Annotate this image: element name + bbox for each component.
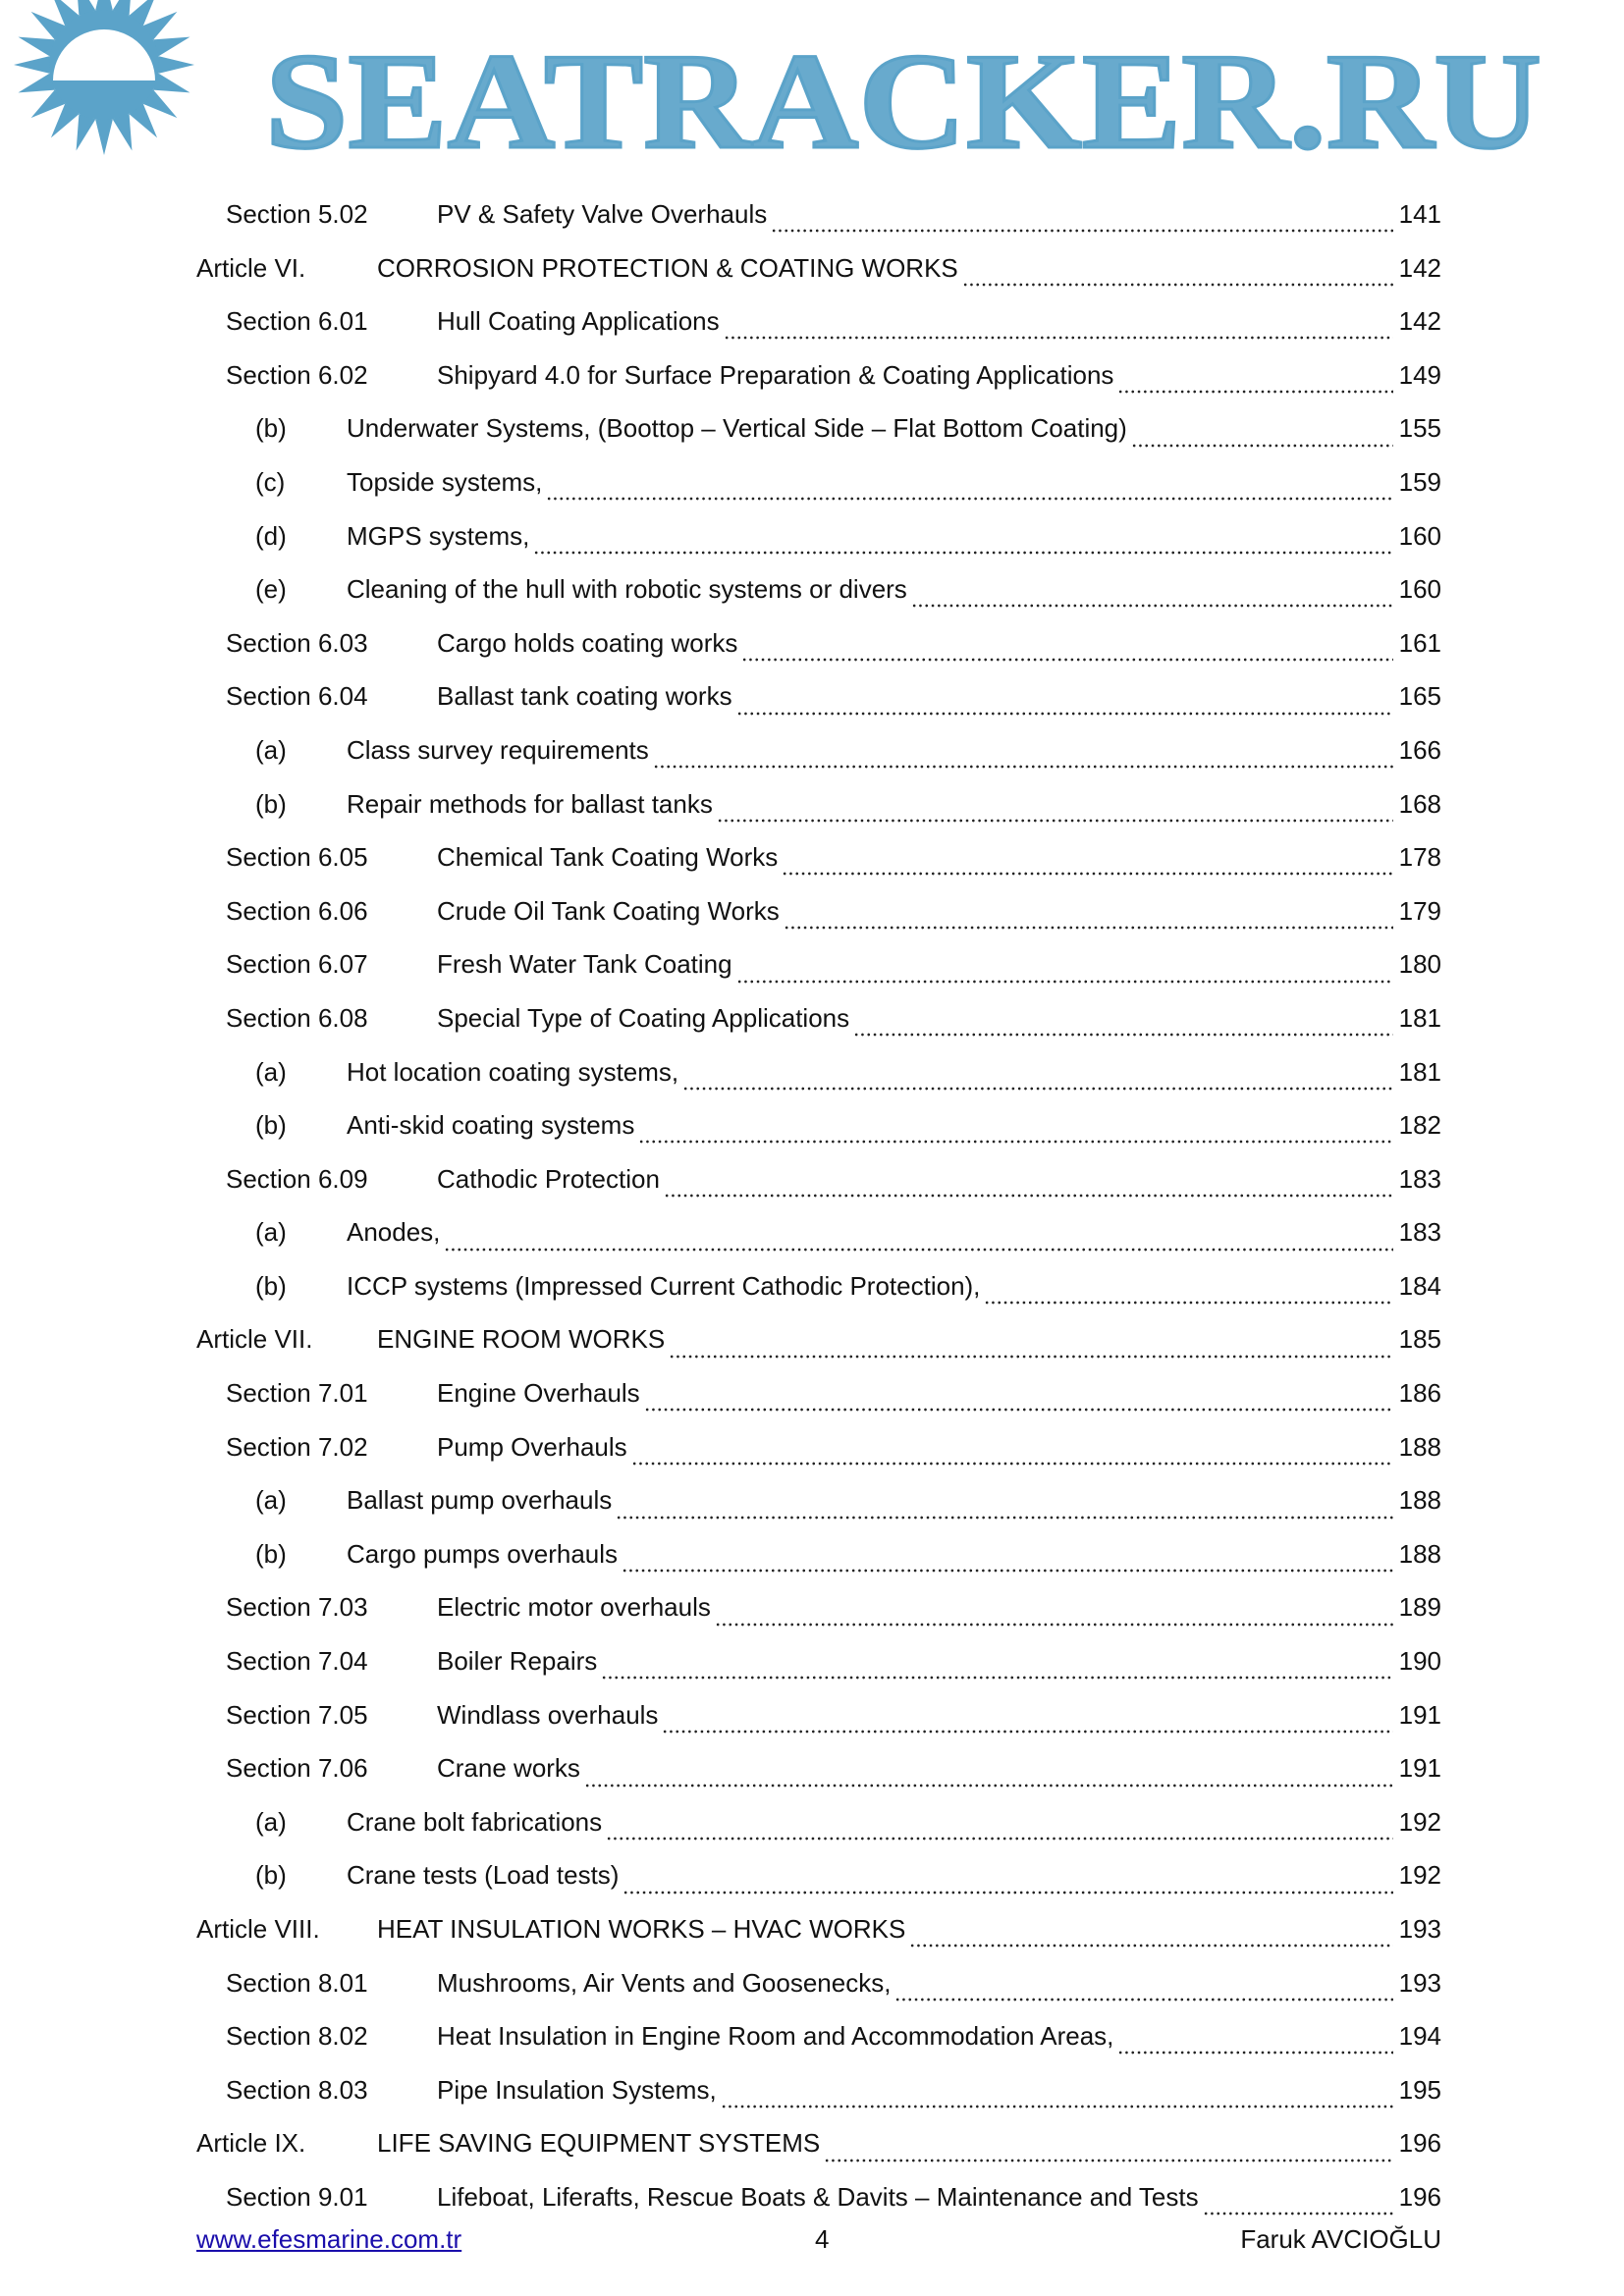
- toc-entry-label: Section 6.08: [226, 1002, 368, 1033]
- toc-entry-label: (e): [255, 574, 287, 605]
- toc-entry-title[interactable]: Special Type of Coating Applications: [437, 1002, 850, 1033]
- toc-entry-title[interactable]: Anti-skid coating systems: [347, 1110, 635, 1141]
- toc-entry-page: 192: [1398, 1806, 1441, 1837]
- toc-entry-title[interactable]: Topside systems,: [347, 466, 543, 497]
- toc-entry-title[interactable]: HEAT INSULATION WORKS – HVAC WORKS: [377, 1914, 906, 1944]
- toc-entry-line: [347, 1527, 1441, 1581]
- dot-leader: [782, 851, 1392, 877]
- dot-leader: [682, 1066, 1392, 1092]
- toc-entry[interactable]: [0, 669, 1624, 723]
- toc-entry-title[interactable]: Cargo pumps overhauls: [347, 1538, 619, 1569]
- dot-leader: [662, 1709, 1392, 1735]
- toc-entry-page: 191: [1398, 1699, 1441, 1730]
- toc-entry-label: (a): [255, 734, 287, 765]
- dot-leader: [1117, 2030, 1392, 2056]
- toc-entry-label: Section 7.01: [226, 1378, 368, 1409]
- toc-entry-page: 190: [1398, 1646, 1441, 1677]
- toc-entry-label: (b): [255, 413, 287, 444]
- toc-entry-page: 179: [1398, 895, 1441, 926]
- dot-leader: [736, 959, 1393, 985]
- toc-entry-label: Section 6.06: [226, 895, 368, 926]
- toc-entry-line: [347, 1045, 1441, 1099]
- toc-entry-line: [347, 723, 1441, 777]
- toc-entry-label: (d): [255, 520, 287, 551]
- toc-entry-label: Section 7.05: [226, 1699, 368, 1730]
- toc-entry-page: 141: [1398, 199, 1441, 229]
- dot-leader: [721, 2084, 1393, 2109]
- toc-entry-line: [437, 187, 1441, 241]
- toc-entry-title[interactable]: Shipyard 4.0 for Surface Preparation & Coating Applications: [437, 359, 1114, 390]
- author-name: Faruk AVCIOĞLU: [1240, 2224, 1441, 2254]
- dot-leader: [1117, 369, 1392, 395]
- website-link[interactable]: www.efesmarine.com.tr: [196, 2224, 462, 2254]
- toc-entry-line: [437, 1956, 1441, 2010]
- toc-entry-page: 181: [1398, 1002, 1441, 1033]
- toc-entry-label: Section 7.03: [226, 1592, 368, 1623]
- toc-entry-label: Section 8.02: [226, 2021, 368, 2052]
- toc-entry-page: 186: [1398, 1378, 1441, 1409]
- toc-entry-line: [347, 1473, 1441, 1527]
- toc-entry-line: [437, 294, 1441, 348]
- toc-entry-page: 193: [1398, 1967, 1441, 1998]
- dot-leader: [623, 1870, 1392, 1896]
- dot-leader: [962, 262, 1393, 288]
- dot-leader: [771, 208, 1392, 234]
- toc-entry[interactable]: [0, 2063, 1624, 2117]
- table-of-contents: [0, 187, 1624, 2224]
- toc-entry-title[interactable]: Cathodic Protection: [437, 1163, 660, 1194]
- toc-entry-page: 188: [1398, 1485, 1441, 1516]
- toc-entry-line: [437, 1741, 1441, 1795]
- toc-entry-page: 160: [1398, 574, 1441, 605]
- toc-entry-page: 168: [1398, 788, 1441, 819]
- toc-entry-title[interactable]: Lifeboat, Liferafts, Rescue Boats & Davits – Maintenance and Tests: [437, 2181, 1199, 2212]
- toc-entry-label: Section 6.01: [226, 306, 368, 337]
- toc-entry[interactable]: [0, 1152, 1624, 1206]
- toc-entry-page: 181: [1398, 1056, 1441, 1087]
- toc-entry-label: Article VII.: [196, 1324, 313, 1355]
- toc-entry-title[interactable]: PV & Safety Valve Overhauls: [437, 199, 768, 229]
- toc-entry-line: [347, 1259, 1441, 1313]
- dot-leader: [984, 1280, 1392, 1306]
- toc-entry-title[interactable]: Ballast tank coating works: [437, 681, 732, 712]
- toc-entry-label: Section 7.06: [226, 1753, 368, 1784]
- toc-entry-title[interactable]: Cleaning of the hull with robotic systems or divers: [347, 574, 907, 605]
- dot-leader: [546, 476, 1392, 502]
- toc-entry-line: [437, 1420, 1441, 1474]
- toc-entry-line: [437, 2063, 1441, 2117]
- toc-entry-label: Section 7.02: [226, 1431, 368, 1462]
- toc-entry-label: (b): [255, 1270, 287, 1301]
- toc-entry-line: [437, 1580, 1441, 1634]
- toc-entry-label: Section 9.01: [226, 2181, 368, 2212]
- toc-entry-page: 182: [1398, 1110, 1441, 1141]
- toc-entry[interactable]: [0, 777, 1624, 831]
- toc-entry[interactable]: [0, 2170, 1624, 2224]
- dot-leader: [584, 1763, 1393, 1789]
- toc-entry-line: [437, 937, 1441, 991]
- toc-entry-title[interactable]: Windlass overhauls: [437, 1699, 659, 1730]
- toc-entry-label: Section 6.02: [226, 359, 368, 390]
- dot-leader: [911, 583, 1393, 609]
- toc-entry-line: [437, 348, 1441, 402]
- watermark: [0, 0, 1624, 177]
- toc-entry[interactable]: [0, 1956, 1624, 2010]
- toc-entry-page: 160: [1398, 520, 1441, 551]
- toc-entry-line: [437, 1688, 1441, 1742]
- toc-entry-line: [347, 1098, 1441, 1152]
- toc-entry[interactable]: [0, 1420, 1624, 1474]
- toc-entry-page: 184: [1398, 1270, 1441, 1301]
- toc-entry-page: 166: [1398, 734, 1441, 765]
- toc-entry-title[interactable]: Class survey requirements: [347, 734, 649, 765]
- toc-entry-title[interactable]: Engine Overhauls: [437, 1378, 640, 1409]
- dot-leader: [1131, 423, 1393, 449]
- toc-entry-line: [437, 669, 1441, 723]
- toc-entry-label: (b): [255, 788, 287, 819]
- toc-entry-page: 142: [1398, 306, 1441, 337]
- toc-entry-line: [437, 991, 1441, 1045]
- toc-entry[interactable]: [0, 1527, 1624, 1581]
- toc-entry-label: Section 6.03: [226, 627, 368, 658]
- dot-leader: [853, 1012, 1392, 1038]
- toc-entry[interactable]: [0, 1741, 1624, 1795]
- toc-entry-label: (b): [255, 1538, 287, 1569]
- toc-entry[interactable]: [0, 187, 1624, 241]
- toc-entry[interactable]: [0, 1473, 1624, 1527]
- dot-leader: [724, 315, 1393, 341]
- toc-entry[interactable]: [0, 2116, 1624, 2170]
- toc-entry-page: 161: [1398, 627, 1441, 658]
- toc-entry[interactable]: [0, 830, 1624, 884]
- toc-entry[interactable]: [0, 1045, 1624, 1099]
- toc-entry-title[interactable]: CORROSION PROTECTION & COATING WORKS: [377, 252, 958, 283]
- dot-leader: [622, 1548, 1393, 1574]
- toc-entry-label: Section 8.01: [226, 1967, 368, 1998]
- toc-entry-label: Article IX.: [196, 2128, 306, 2159]
- toc-entry-line: [347, 509, 1441, 563]
- toc-entry-page: 192: [1398, 1860, 1441, 1891]
- toc-entry-line: [377, 2116, 1441, 2170]
- toc-entry-title[interactable]: Repair methods for ballast tanks: [347, 788, 713, 819]
- dot-leader: [533, 530, 1392, 556]
- toc-entry-title[interactable]: Pump Overhauls: [437, 1431, 627, 1462]
- toc-entry-label: Section 6.09: [226, 1163, 368, 1194]
- dot-leader: [736, 691, 1393, 717]
- toc-entry-title[interactable]: Boiler Repairs: [437, 1646, 598, 1677]
- toc-entry-page: 191: [1398, 1753, 1441, 1784]
- toc-entry-title[interactable]: Pipe Insulation Systems,: [437, 2074, 717, 2105]
- toc-entry-line: [347, 562, 1441, 616]
- toc-entry-label: (b): [255, 1860, 287, 1891]
- toc-entry-line: [437, 2170, 1441, 2224]
- toc-entry-title[interactable]: Cargo holds coating works: [437, 627, 738, 658]
- toc-entry-title[interactable]: Hot location coating systems,: [347, 1056, 679, 1087]
- toc-entry-title[interactable]: ICCP systems (Impressed Current Cathodic Protection),: [347, 1270, 981, 1301]
- toc-entry-label: (c): [255, 466, 286, 497]
- dot-leader: [653, 744, 1393, 770]
- toc-entry[interactable]: [0, 455, 1624, 509]
- dot-leader: [669, 1334, 1392, 1360]
- sun-logo-icon: [14, 0, 194, 155]
- toc-entry-title[interactable]: Crude Oil Tank Coating Works: [437, 895, 780, 926]
- toc-entry-label: (b): [255, 1110, 287, 1141]
- toc-entry-page: 142: [1398, 252, 1441, 283]
- toc-entry-title[interactable]: ENGINE ROOM WORKS: [377, 1324, 666, 1355]
- toc-entry-label: (a): [255, 1056, 287, 1087]
- toc-entry-title[interactable]: Crane tests (Load tests): [347, 1860, 620, 1891]
- toc-entry-page: 159: [1398, 466, 1441, 497]
- toc-entry-page: 155: [1398, 413, 1441, 444]
- toc-entry-label: Article VIII.: [196, 1914, 320, 1944]
- toc-entry-page: 180: [1398, 949, 1441, 980]
- dot-leader: [616, 1495, 1392, 1521]
- toc-entry-label: Section 7.04: [226, 1646, 368, 1677]
- toc-entry-page: 149: [1398, 359, 1441, 390]
- toc-entry[interactable]: [0, 1902, 1624, 1956]
- toc-entry-line: [437, 616, 1441, 670]
- toc-entry-title[interactable]: Crane bolt fabrications: [347, 1806, 603, 1837]
- toc-entry-line: [377, 241, 1441, 295]
- toc-entry-title[interactable]: MGPS systems,: [347, 520, 530, 551]
- toc-entry[interactable]: [0, 937, 1624, 991]
- toc-entry[interactable]: [0, 1634, 1624, 1688]
- toc-entry-title[interactable]: Heat Insulation in Engine Room and Accommodation Areas,: [437, 2021, 1114, 2052]
- dot-leader: [631, 1441, 1393, 1467]
- toc-entry[interactable]: [0, 723, 1624, 777]
- toc-entry-page: 165: [1398, 681, 1441, 712]
- toc-entry[interactable]: [0, 1580, 1624, 1634]
- toc-entry-line: [347, 455, 1441, 509]
- toc-entry[interactable]: [0, 241, 1624, 295]
- toc-entry[interactable]: [0, 2009, 1624, 2063]
- toc-entry[interactable]: [0, 1259, 1624, 1313]
- toc-entry-title[interactable]: Electric motor overhauls: [437, 1592, 711, 1623]
- toc-entry-page: 189: [1398, 1592, 1441, 1623]
- toc-entry-label: Article VI.: [196, 252, 306, 283]
- toc-entry-label: Section 6.07: [226, 949, 368, 980]
- toc-entry[interactable]: [0, 294, 1624, 348]
- toc-entry-title[interactable]: Anodes,: [347, 1217, 441, 1248]
- watermark-text: SEATRACKER.RU: [265, 26, 1542, 177]
- dot-leader: [1203, 2191, 1393, 2216]
- toc-entry-line: [347, 1205, 1441, 1259]
- toc-entry-title[interactable]: Mushrooms, Air Vents and Goosenecks,: [437, 1967, 892, 1998]
- dot-leader: [909, 1923, 1392, 1949]
- toc-entry-line: [437, 1366, 1441, 1420]
- dot-leader: [601, 1655, 1392, 1681]
- toc-entry-label: Section 6.05: [226, 842, 368, 873]
- toc-entry-label: Section 5.02: [226, 199, 368, 229]
- toc-entry[interactable]: [0, 348, 1624, 402]
- toc-entry-line: [377, 1312, 1441, 1366]
- toc-entry-line: [347, 777, 1441, 831]
- toc-entry-title[interactable]: Fresh Water Tank Coating: [437, 949, 732, 980]
- toc-entry-line: [347, 1848, 1441, 1902]
- toc-entry-title[interactable]: Underwater Systems, (Boottop – Vertical Side – Flat Bottom Coating): [347, 413, 1127, 444]
- toc-entry-page: 183: [1398, 1163, 1441, 1194]
- toc-entry[interactable]: [0, 1312, 1624, 1366]
- toc-entry[interactable]: [0, 1205, 1624, 1259]
- toc-entry-line: [437, 1634, 1441, 1688]
- toc-entry-page: 196: [1398, 2128, 1441, 2159]
- toc-entry[interactable]: [0, 1098, 1624, 1152]
- toc-entry[interactable]: [0, 1848, 1624, 1902]
- toc-entry-page: 196: [1398, 2181, 1441, 2212]
- toc-entry-page: 185: [1398, 1324, 1441, 1355]
- toc-entry-label: (a): [255, 1806, 287, 1837]
- toc-entry-label: Section 6.04: [226, 681, 368, 712]
- toc-entry-page: 188: [1398, 1538, 1441, 1569]
- toc-entry[interactable]: [0, 616, 1624, 670]
- toc-entry-line: [437, 830, 1441, 884]
- page-footer: [196, 2224, 1441, 2260]
- dot-leader: [717, 798, 1393, 824]
- toc-entry[interactable]: [0, 401, 1624, 455]
- toc-entry-title[interactable]: LIFE SAVING EQUIPMENT SYSTEMS: [377, 2128, 821, 2159]
- toc-entry-line: [347, 1795, 1441, 1849]
- toc-entry-title[interactable]: Ballast pump overhauls: [347, 1485, 613, 1516]
- dot-leader: [784, 905, 1393, 931]
- toc-entry-page: 183: [1398, 1217, 1441, 1248]
- toc-entry-title[interactable]: Crane works: [437, 1753, 580, 1784]
- toc-entry-title[interactable]: Hull Coating Applications: [437, 306, 720, 337]
- dot-leader: [664, 1173, 1393, 1199]
- dot-leader: [644, 1387, 1393, 1413]
- toc-entry[interactable]: [0, 1366, 1624, 1420]
- toc-entry-line: [437, 1152, 1441, 1206]
- toc-entry-line: [347, 401, 1441, 455]
- toc-entry-page: 188: [1398, 1431, 1441, 1462]
- toc-entry-line: [377, 1902, 1441, 1956]
- dot-leader: [638, 1119, 1392, 1145]
- toc-entry-page: 178: [1398, 842, 1441, 873]
- toc-entry-label: (a): [255, 1485, 287, 1516]
- toc-entry-line: [437, 2009, 1441, 2063]
- toc-entry[interactable]: [0, 991, 1624, 1045]
- toc-entry-page: 193: [1398, 1914, 1441, 1944]
- toc-entry-title[interactable]: Chemical Tank Coating Works: [437, 842, 779, 873]
- toc-entry-label: Section 8.03: [226, 2074, 368, 2105]
- toc-entry-line: [437, 884, 1441, 938]
- toc-entry[interactable]: [0, 884, 1624, 938]
- dot-leader: [824, 2138, 1392, 2163]
- toc-entry-page: 195: [1398, 2074, 1441, 2105]
- dot-leader: [715, 1602, 1393, 1628]
- toc-entry-page: 194: [1398, 2021, 1441, 2052]
- page-number: 4: [815, 2224, 830, 2254]
- dot-leader: [444, 1227, 1392, 1253]
- toc-entry-label: (a): [255, 1217, 287, 1248]
- toc-entry[interactable]: [0, 1688, 1624, 1742]
- dot-leader: [741, 637, 1392, 663]
- dot-leader: [894, 1977, 1392, 2002]
- toc-entry[interactable]: [0, 509, 1624, 563]
- toc-entry[interactable]: [0, 1795, 1624, 1849]
- dot-leader: [606, 1816, 1392, 1842]
- toc-entry[interactable]: [0, 562, 1624, 616]
